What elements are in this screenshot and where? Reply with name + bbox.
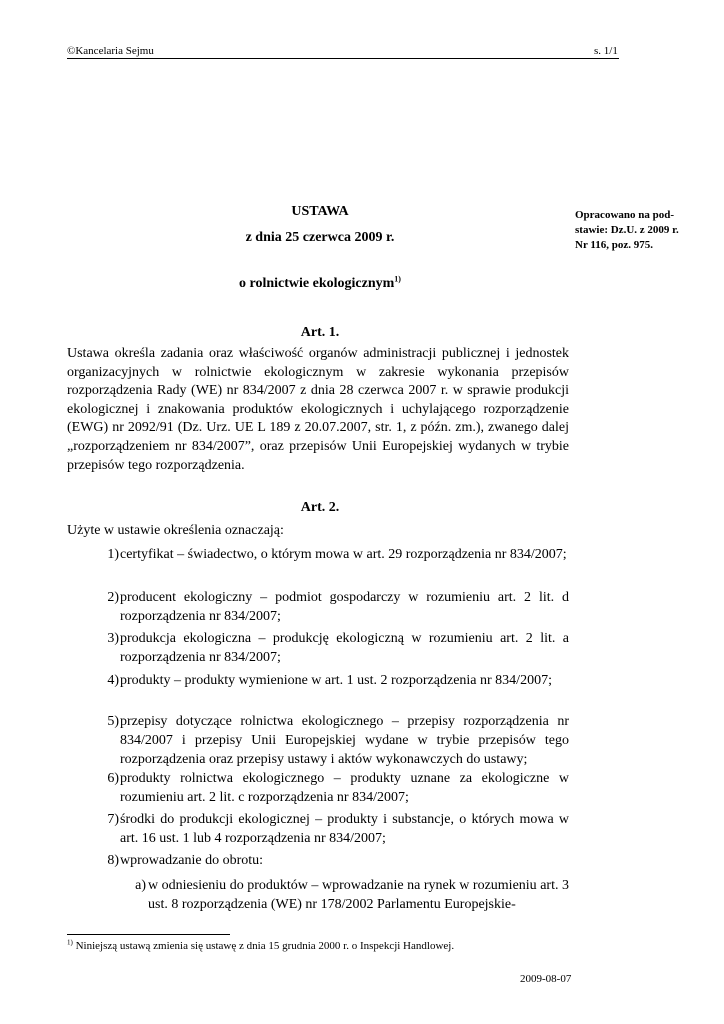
footnote-reference: 1): [394, 274, 401, 284]
act-subject: [200, 276, 440, 292]
item-number: 8): [107, 853, 119, 868]
footnote: [67, 940, 454, 952]
item-number: 3): [107, 631, 119, 646]
item-number: 6): [107, 771, 119, 786]
article-2-intro: Użyte w ustawie określenia oznaczają:: [67, 523, 284, 538]
header-rule: [67, 58, 619, 59]
item-text: produkty – produkty wymienione w art. 1 ust. 2 rozporządzenia nr 834/2007;: [120, 673, 552, 688]
footnote-text: Niniejszą ustawą zmienia się ustawę z dnia 15 grudnia 2000 r. o Inspekcji Handlowej.: [75, 940, 455, 952]
item-number: 1): [107, 547, 119, 562]
item-text: producent ekologiczny – podmiot gospodarczy w rozumieniu art. 2 lit. d rozporządzenia nr 834/2007;: [120, 590, 569, 624]
article-1-text: Ustawa określa zadania oraz właściwość organów administracji publicznej i jednostek organizacyjnych w rolnictwie ekologicznym w zakresie wykonania przepisów rozporządzenia Rady (WE) nr 834/2007 z dnia 28 czerwca 2007 r. w sprawie produkcji ekologicznej i znakowania produktów ekologicznych i uchylającego rozporządzenie (EWG) nr 2092/91 (Dz. Urz. UE L 189 z 20.07.2007, str. 1, z późn. zm.), zwanego dalej „rozporządzeniem nr 834/2007”, oraz przepisów Unii Europejskiej wydanych w trybie przepisów tego rozporządzenia.: [67, 346, 569, 473]
item-text: przepisy dotyczące rolnictwa ekologicznego – przepisy rozporządzenia nr 834/2007 i przepisy Unii Europejskiej wydane w trybie przepisów tego rozporządzenia oraz przepisy ustawy i aktów wykonawczych do ustawy;: [120, 714, 569, 767]
subitem-text: w odniesieniu do produktów – wprowadzanie na rynek w rozumieniu art. 3 ust. 8 rozporządzenia (WE) nr 178/2002 Parlamentu Europejskie-: [148, 878, 569, 912]
act-type-title: USTAWA: [291, 204, 349, 219]
act-subject-text: o rolnictwie ekologicznym: [239, 276, 395, 291]
subitem-letter: a): [135, 878, 146, 893]
item-number: 5): [107, 714, 119, 729]
item-text: certyfikat – świadectwo, o którym mowa w art. 29 rozporządzenia nr 834/2007;: [120, 547, 567, 562]
act-date: z dnia 25 czerwca 2009 r.: [245, 230, 395, 245]
item-number: 2): [107, 590, 119, 605]
item-text: wprowadzanie do obrotu:: [120, 853, 264, 868]
article-1-heading: Art. 1.: [300, 325, 340, 340]
article-2-heading: Art. 2.: [300, 500, 340, 515]
item-number: 4): [107, 673, 119, 688]
header-publisher: ©Kancelaria Sejmu: [67, 45, 154, 57]
item-text: produkcja ekologiczna – produkcję ekologiczną w rozumieniu art. 2 lit. a rozporządzenia nr 834/2007;: [120, 631, 569, 665]
footnote-marker: 1): [67, 938, 73, 947]
item-text: produkty rolnictwa ekologicznego – produkty uznane za ekologiczne w rozumieniu art. 2 lit. c rozporządzenia nr 834/2007;: [120, 771, 569, 805]
source-note: Opracowano na pod- stawie: Dz.U. z 2009 r. Nr 116, poz. 975.: [575, 209, 679, 251]
footnote-rule: [67, 934, 230, 935]
item-text: środki do produkcji ekologicznej – produkty i substancje, o których mowa w art. 16 ust. 1 lub 4 rozporządzenia nr 834/2007;: [120, 812, 569, 846]
header-page-number: s. 1/1: [594, 45, 618, 57]
footer-date: 2009-08-07: [520, 973, 572, 985]
item-number: 7): [107, 812, 119, 827]
